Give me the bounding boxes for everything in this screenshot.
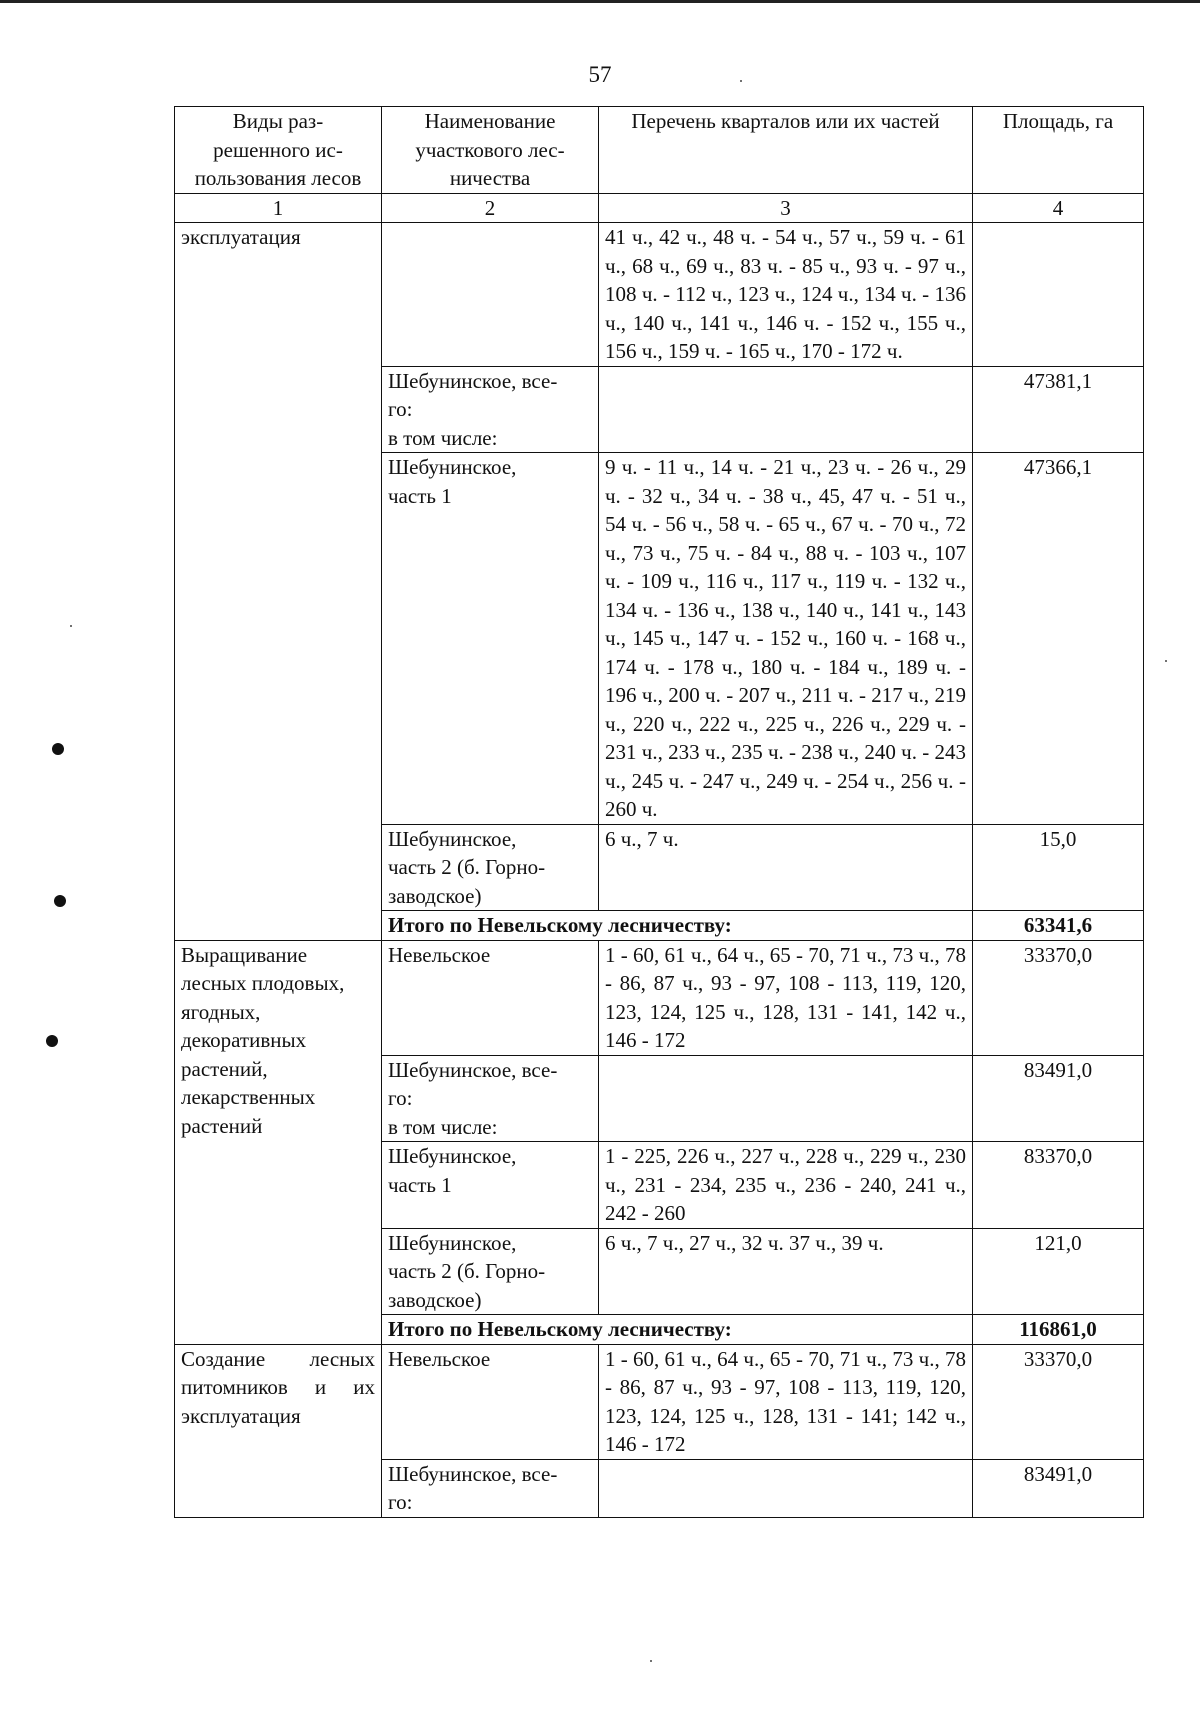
quarters-cell: 1 - 225, 226 ч., 227 ч., 228 ч., 229 ч., 230 ч., 231 - 234, 235 ч., 236 - 240, 241 ч., 242 - 260 xyxy=(599,1142,973,1229)
binder-hole-mark xyxy=(52,743,64,755)
forestry-cell: Невельское xyxy=(382,940,599,1055)
total-label: Итого по Невельскому лесничеству: xyxy=(382,911,973,941)
area-cell: 83491,0 xyxy=(973,1055,1144,1142)
area-cell: 15,0 xyxy=(973,824,1144,911)
area-cell: 33370,0 xyxy=(973,1344,1144,1459)
use-type-cell: Создание лесных питомников и их эксплуатация xyxy=(175,1344,382,1517)
total-empty-cell xyxy=(175,1315,382,1345)
table-header-row xyxy=(175,107,1144,194)
binder-hole-mark xyxy=(54,895,66,907)
area-cell: 33370,0 xyxy=(973,940,1144,1055)
quarters-cell: 6 ч., 7 ч., 27 ч., 32 ч. 37 ч., 39 ч. xyxy=(599,1228,973,1315)
total-area: 63341,6 xyxy=(973,911,1144,941)
forestry-cell: Шебунинское, все- го: в том числе: xyxy=(382,1055,599,1142)
scan-speck xyxy=(70,625,72,627)
scan-speck xyxy=(1165,660,1167,662)
column-number-1: 1 xyxy=(175,193,382,223)
table-row xyxy=(175,223,1144,367)
column-number-2: 2 xyxy=(382,193,599,223)
top-border-line xyxy=(0,0,1200,3)
quarters-cell xyxy=(599,366,973,453)
area-cell: 121,0 xyxy=(973,1228,1144,1315)
column-number-row xyxy=(175,193,1144,223)
scan-speck xyxy=(740,80,742,82)
quarters-cell: 1 - 60, 61 ч., 64 ч., 65 - 70, 71 ч., 73 ч., 78 - 86, 87 ч., 93 - 97, 108 - 113, 119, 120, 123, 124, 125 ч., 128, 131 - 141; 142 ч., 146 - 172 xyxy=(599,1344,973,1459)
scan-speck xyxy=(650,1660,652,1662)
quarters-cell: 9 ч. - 11 ч., 14 ч. - 21 ч., 23 ч. - 26 ч., 29 ч. - 32 ч., 34 ч. - 38 ч., 45, 47 ч. - 51 ч., 54 ч. - 56 ч., 58 ч. - 65 ч., 67 ч. - 70 ч., 72 ч., 73 ч., 75 ч. - 84 ч., 88 ч. - 103 ч., 107 ч. - 109 ч., 116 ч., 117 ч., 119 ч. - 132 ч., 134 ч. - 136 ч., 138 ч., 140 ч., 141 ч., 143 ч., 145 ч., 147 ч. - 152 ч., 160 ч. - 168 ч., 174 ч. - 178 ч., 180 ч. - 184 ч., 189 ч. - 196 ч., 200 ч. - 207 ч., 211 ч. - 217 ч., 219 ч., 220 ч., 222 ч., 225 ч., 226 ч., 229 ч. - 231 ч., 233 ч., 235 ч. - 238 ч., 240 ч. - 243 ч., 245 ч. - 247 ч., 249 ч. - 254 ч., 256 ч. - 260 ч. xyxy=(599,453,973,825)
total-empty-cell xyxy=(175,911,382,941)
quarters-cell: 1 - 60, 61 ч., 64 ч., 65 - 70, 71 ч., 73 ч., 78 - 86, 87 ч., 93 - 97, 108 - 113, 119, 120, 123, 124, 125 ч., 128, 131 - 141, 142 ч., 146 - 172 xyxy=(599,940,973,1055)
area-cell: 83370,0 xyxy=(973,1142,1144,1229)
table-row xyxy=(175,1344,1144,1459)
header-use-type: Виды раз- решенного ис- пользования лесов xyxy=(175,107,382,194)
quarters-cell: 41 ч., 42 ч., 48 ч. - 54 ч., 57 ч., 59 ч. - 61 ч., 68 ч., 69 ч., 83 ч. - 85 ч., 93 ч. - 97 ч., 108 ч. - 112 ч., 123 ч., 124 ч., 134 ч. - 136 ч., 140 ч., 141 ч., 146 ч. - 152 ч., 155 ч., 156 ч., 159 ч. - 165 ч., 170 - 172 ч. xyxy=(599,223,973,367)
area-cell: 83491,0 xyxy=(973,1459,1144,1517)
forest-use-table xyxy=(174,106,1144,1518)
total-label: Итого по Невельскому лесничеству: xyxy=(382,1315,973,1345)
column-number-3: 3 xyxy=(599,193,973,223)
forestry-cell: Шебунинское, все- го: xyxy=(382,1459,599,1517)
quarters-cell xyxy=(599,1459,973,1517)
forestry-cell: Шебунинское, все- го: в том числе: xyxy=(382,366,599,453)
area-cell: 47366,1 xyxy=(973,453,1144,825)
forestry-cell: Невельское xyxy=(382,1344,599,1459)
use-type-cell: Выращивание лесных плодовых, ягодных, декоративных растений, лекарственных растений xyxy=(175,940,382,1315)
total-area: 116861,0 xyxy=(973,1315,1144,1345)
column-number-4: 4 xyxy=(973,193,1144,223)
header-quarters-list: Перечень кварталов или их частей xyxy=(599,107,973,194)
total-row xyxy=(175,1315,1144,1345)
binder-hole-mark xyxy=(46,1035,58,1047)
forestry-cell: Шебунинское, часть 2 (б. Горно- заводское) xyxy=(382,1228,599,1315)
header-area: Площадь, га xyxy=(973,107,1144,194)
header-forestry-name: Наименование участкового лес- ничества xyxy=(382,107,599,194)
total-row xyxy=(175,911,1144,941)
forestry-cell: Шебунинское, часть 2 (б. Горно- заводское) xyxy=(382,824,599,911)
forestry-cell xyxy=(382,223,599,367)
quarters-cell: 6 ч., 7 ч. xyxy=(599,824,973,911)
forestry-cell: Шебунинское, часть 1 xyxy=(382,1142,599,1229)
area-cell: 47381,1 xyxy=(973,366,1144,453)
quarters-cell xyxy=(599,1055,973,1142)
table-row xyxy=(175,940,1144,1055)
forestry-cell: Шебунинское, часть 1 xyxy=(382,453,599,825)
page-number: 57 xyxy=(588,62,612,87)
area-cell xyxy=(973,223,1144,367)
use-type-cell: эксплуатация xyxy=(175,223,382,911)
